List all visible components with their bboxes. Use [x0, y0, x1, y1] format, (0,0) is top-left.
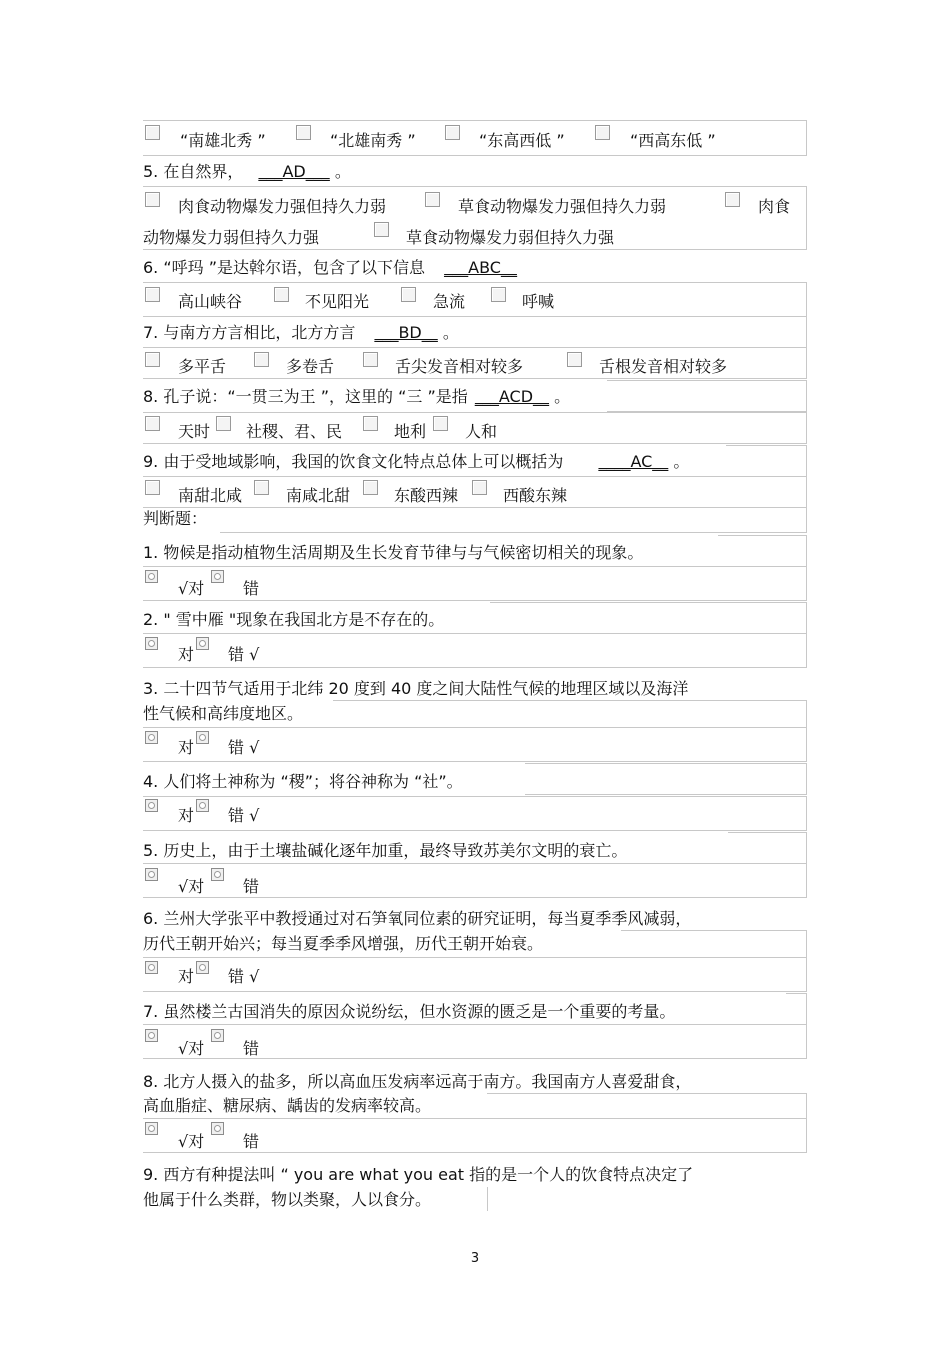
option-label: 动物爆发力弱但持久力强: [143, 228, 320, 247]
answer-frame: [525, 763, 807, 795]
judge-question-text: 他属于什么类群，物以类聚，人以食分。: [143, 1190, 432, 1209]
option-label: 多平舌: [178, 357, 227, 376]
radio-true[interactable]: [145, 961, 158, 974]
answer-frame: [728, 832, 807, 864]
option-label: 社稷、君、民: [246, 422, 343, 441]
option-label: 西酸东辣: [503, 486, 568, 505]
option-label: 对: [178, 967, 195, 986]
option-label: 人和: [465, 422, 498, 441]
answer-frame: [487, 1093, 807, 1119]
radio-true[interactable]: [145, 868, 158, 881]
option-label: 对: [178, 645, 195, 664]
judge-question-text: 4. 人们将土神称为 “稷”；将谷神称为 “社”。: [143, 772, 463, 791]
option-label: 南甜北咸: [178, 486, 243, 505]
option-label: 错: [243, 877, 260, 896]
option-label: 对: [178, 806, 195, 825]
checkbox[interactable]: [145, 480, 160, 495]
option-label: 错 √: [228, 645, 260, 664]
option-label: 不见阳光: [305, 292, 370, 311]
option-label: √对: [178, 1132, 205, 1151]
question-text: 6. “呼玛 ”是达斡尔语，包含了以下信息: [143, 258, 426, 277]
option-label: 肉食: [758, 197, 791, 216]
judge-question-text: 高血脂症、糖尿病、龋齿的发病率较高。: [143, 1096, 432, 1115]
option-label: “北雄南秀 ”: [330, 131, 416, 150]
question-answer: ___AD___: [258, 162, 330, 181]
option-label: 天时: [178, 422, 211, 441]
radio-true[interactable]: [145, 731, 158, 744]
answer-frame: [718, 535, 807, 567]
radio-true[interactable]: [145, 1122, 158, 1135]
question-answer: ___ABC__: [444, 258, 517, 277]
judge-question-text: 性气候和高纬度地区。: [143, 704, 304, 723]
answer-frame: [220, 507, 807, 533]
checkbox[interactable]: [363, 416, 378, 431]
judge-question-text: 6. 兰州大学张平中教授通过对石笋氧同位素的研究证明，每当夏季季风减弱，: [143, 909, 692, 928]
checkbox[interactable]: [254, 480, 269, 495]
option-label: 错 √: [228, 967, 260, 986]
option-label: “东高西低 ”: [479, 131, 565, 150]
option-label: 南咸北甜: [286, 486, 351, 505]
option-label: 错: [243, 1039, 260, 1058]
question-stem: [143, 387, 570, 407]
question-answer: ____AC__: [598, 452, 669, 471]
section-heading: 判断题：: [143, 509, 208, 528]
option-label: 舌根发音相对较多: [599, 357, 728, 376]
option-label: 呼喊: [522, 292, 555, 311]
radio-true[interactable]: [145, 637, 158, 650]
option-label: 高山峡谷: [178, 292, 243, 311]
checkbox[interactable]: [363, 352, 378, 367]
judge-question-text: 5. 历史上，由于土壤盐碱化逐年加重，最终导致苏美尔文明的衰亡。: [143, 841, 628, 860]
page-number: 3: [470, 1251, 480, 1266]
question-stem: [143, 452, 689, 472]
radio-false[interactable]: [211, 868, 224, 881]
radio-false[interactable]: [211, 1122, 224, 1135]
question-stem: [143, 323, 459, 343]
option-label: 急流: [433, 292, 466, 311]
radio-false[interactable]: [196, 961, 209, 974]
answer-frame: [490, 602, 807, 634]
checkbox[interactable]: [296, 125, 311, 140]
checkbox[interactable]: [363, 480, 378, 495]
radio-true[interactable]: [145, 799, 158, 812]
option-label: 草食动物爆发力弱但持久力强: [406, 228, 615, 247]
question-text: 9. 由于受地域影响，我国的饮食文化特点总体上可以概括为: [143, 452, 564, 471]
judge-question-text: 9. 西方有种提法叫 “ you are what you eat 指的是一个人的饮食特点决定了: [143, 1165, 694, 1184]
option-label: 错 √: [228, 738, 260, 757]
checkbox[interactable]: [145, 352, 160, 367]
checkbox[interactable]: [145, 125, 160, 140]
option-label: 错 √: [228, 806, 260, 825]
checkbox[interactable]: [425, 192, 440, 207]
option-label: 对: [178, 738, 195, 757]
answer-frame: [333, 700, 807, 728]
checkbox[interactable]: [145, 192, 160, 207]
judge-question-text: 1. 物候是指动植物生活周期及生长发育节律与与气候密切相关的现象。: [143, 543, 644, 562]
checkbox[interactable]: [725, 192, 740, 207]
question-text: 5. 在自然界，: [143, 162, 244, 181]
option-label: 舌尖发音相对较多: [395, 357, 524, 376]
checkbox[interactable]: [445, 125, 460, 140]
checkbox[interactable]: [491, 287, 506, 302]
question-answer: ___ACD__: [474, 387, 550, 406]
judge-question-text: 7. 虽然楼兰古国消失的原因众说纷纭，但水资源的匮乏是一个重要的考量。: [143, 1002, 676, 1021]
question-stem: [143, 258, 517, 278]
judge-question-text: 8. 北方人摄入的盐多，所以高血压发病率远高于南方。我国南方人喜爱甜食，: [143, 1072, 692, 1091]
radio-true[interactable]: [145, 1029, 158, 1042]
option-label: 错: [243, 1132, 260, 1151]
answer-frame: [143, 282, 807, 317]
checkbox[interactable]: [472, 480, 487, 495]
question-text: 8. 孔子说：“一贯三为王 ”，这里的 “三 ”是指: [143, 387, 468, 406]
option-label: “西高东低 ”: [630, 131, 716, 150]
radio-false[interactable]: [211, 570, 224, 583]
question-tail: 。: [442, 323, 459, 342]
question-tail: 。: [334, 162, 351, 181]
option-label: 地利: [394, 422, 427, 441]
question-text: 7. 与南方方言相比，北方方言: [143, 323, 356, 342]
checkbox[interactable]: [567, 352, 582, 367]
question-stem: [143, 162, 351, 182]
checkbox[interactable]: [433, 416, 448, 431]
option-label: 草食动物爆发力强但持久力弱: [458, 197, 667, 216]
judge-question-text: 2. " 雪中雁 "现象在我国北方是不存在的。: [143, 610, 445, 629]
answer-frame: [607, 380, 807, 412]
option-label: 多卷舌: [286, 357, 335, 376]
radio-false[interactable]: [196, 731, 209, 744]
option-label: √对: [178, 877, 205, 896]
checkbox[interactable]: [401, 287, 416, 302]
question-tail: 。: [554, 387, 571, 406]
question-answer: ___BD__: [374, 323, 438, 342]
checkbox[interactable]: [595, 125, 610, 140]
question-tail: 。: [673, 452, 690, 471]
option-label: 肉食动物爆发力强但持久力弱: [178, 197, 387, 216]
checkbox[interactable]: [274, 287, 289, 302]
radio-true[interactable]: [145, 570, 158, 583]
radio-false[interactable]: [196, 799, 209, 812]
answer-frame: [786, 993, 807, 1025]
option-label: √对: [178, 1039, 205, 1058]
checkbox[interactable]: [374, 222, 389, 237]
checkbox[interactable]: [254, 352, 269, 367]
radio-false[interactable]: [196, 637, 209, 650]
judge-question-text: 3. 二十四节气适用于北纬 20 度到 40 度之间大陆性气候的地理区域以及海洋: [143, 679, 689, 698]
checkbox[interactable]: [145, 287, 160, 302]
judge-question-text: 历代王朝开始兴；每当夏季季风增强，历代王朝开始衰。: [143, 934, 544, 953]
option-label: “南雄北秀 ”: [180, 131, 266, 150]
checkbox[interactable]: [216, 416, 231, 431]
option-label: 东酸西辣: [394, 486, 459, 505]
answer-frame: [478, 316, 807, 348]
answer-frame: [487, 1187, 488, 1211]
option-label: √对: [178, 579, 205, 598]
answer-frame: [621, 930, 807, 958]
radio-false[interactable]: [211, 1029, 224, 1042]
checkbox[interactable]: [145, 416, 160, 431]
answer-frame: [726, 445, 807, 477]
option-label: 错: [243, 579, 260, 598]
